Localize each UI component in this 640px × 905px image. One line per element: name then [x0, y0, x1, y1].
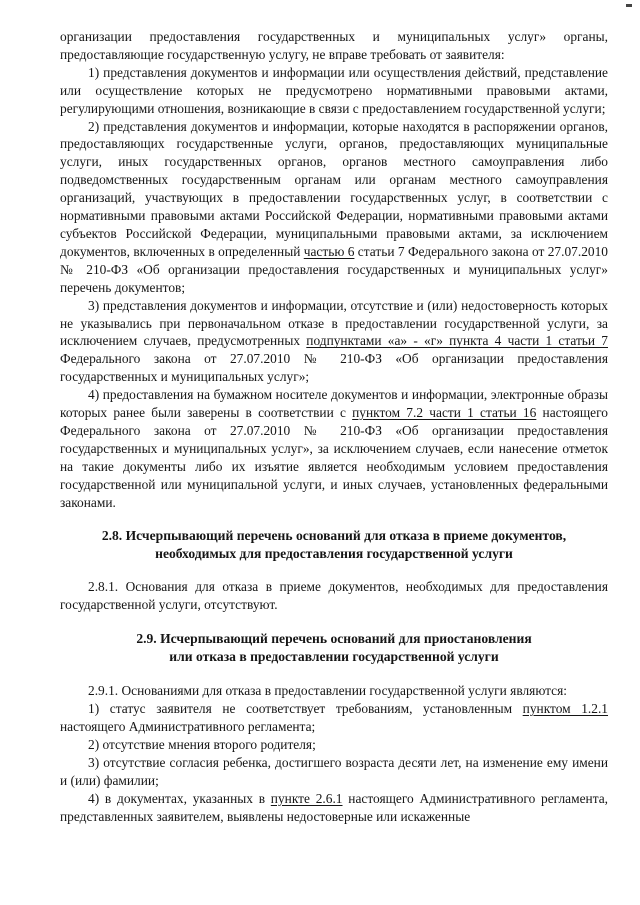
- list-item-2: [60, 118, 608, 297]
- list-item-3-text-b: Федерального закона от 27.07.2010 № 210-ФЗ «Об организации предоставления государственных и муниципальных услуг»;: [60, 351, 608, 385]
- section-heading-2-8: [60, 527, 608, 563]
- list-item-4-text-a: 4) предоставления на бумажном носителе документов и информации, электронные образы которых ранее были заверены в соответствии с: [60, 387, 608, 421]
- scan-mark: [626, 4, 632, 7]
- paragraph-2-9-1: 2.9.1. Основаниями для отказа в предоставлении государственной услуги являются:: [88, 683, 567, 699]
- list-item-3: [60, 297, 608, 387]
- link-paragraph-7-2[interactable]: пунктом 7.2 части 1 статьи 16: [352, 405, 537, 421]
- heading-2-8-line-1: 2.8. Исчерпывающий перечень оснований для отказа в приеме документов,: [101, 528, 567, 544]
- heading-2-8-line-2: необходимых для предоставления государственной услуги: [155, 546, 513, 562]
- list-item-1: 1) представления документов и информации или осуществления действий, представление или осуществление которых не предусмотрено нормативными правовыми актами, регулирующими отношения, возникающие в связи с предоставлением государственной услуги;: [60, 64, 608, 116]
- document-page: [60, 28, 608, 826]
- refusal-item-2: 2) отсутствие мнения второго родителя;: [88, 737, 316, 752]
- list-item-4-text-b: настоящего Федерального закона от 27.07.2010 № 210-ФЗ «Об организации предоставления государственных и муниципальных услуг», за исключением случаев, если нанесение отметок на такие документы либо их изъятие является необходимым условием предоставления государственной или муниципальной услуги, и иных случаев, установленных федеральными законами.: [60, 405, 608, 510]
- list-item-4: [60, 386, 608, 511]
- refusal-item-1-text-a: 1) статус заявителя не соответствует требованиям, установленным: [88, 701, 523, 717]
- link-point-1-2-1[interactable]: пунктом 1.2.1: [522, 701, 609, 717]
- list-item-2-text-a: 2) представления документов и информации, которые находятся в распоряжении органов, предоставляющих государственные услуги, органов, предоставляющих муниципальные услуги, иных государственных органов, органов местного самоуправления либо подведомственных государственным органам или органам местного самоуправления организаций, участвующих в предоставлении государственных услуг, в соответствии с нормативными правовыми актами Российской Федерации, нормативными правовыми актами субъектов Российской Федерации, муниципальными правовыми актами, за исключением документов, включенных в определенный: [60, 118, 608, 259]
- paragraph-2-8-1: 2.8.1. Основания для отказа в приеме документов, необходимых для предоставления государственной услуги, отсутствуют.: [60, 579, 608, 613]
- link-point-2-6-1[interactable]: пункте 2.6.1: [270, 790, 343, 806]
- refusal-item-4-text-b: настоящего Административного регламента, представленных заявителем, выявлены недостоверные или искаженные: [60, 790, 608, 824]
- refusal-item-4: [60, 790, 608, 826]
- section-heading-2-9: [60, 630, 608, 666]
- refusal-item-4-text-a: 4) в документах, указанных в: [88, 790, 271, 806]
- link-part-6[interactable]: частью 6: [303, 243, 355, 259]
- link-subparagraphs[interactable]: подпунктами «а» - «г» пункта 4 части 1 статьи 7: [306, 333, 608, 349]
- refusal-item-3: 3) отсутствие согласия ребенка, достигшего возраста десяти лет, на изменение ему имени и (или) фамилии;: [60, 754, 608, 788]
- intro-paragraph: организации предоставления государственных и муниципальных услуг» органы, предоставляющие государственную услугу, не вправе требовать от заявителя:: [60, 29, 608, 62]
- refusal-item-1-text-b: настоящего Административного регламента;: [60, 719, 316, 735]
- heading-2-9-line-2: или отказа в предоставлении государственной услуги: [169, 649, 499, 665]
- list-item-3-text-a: 3) представления документов и информации, отсутствие и (или) недостоверность которых не указывались при первоначальном отказе в предоставлении государственной услуги, за исключением случаев, предусмотренных: [60, 297, 608, 349]
- list-item-2-text-b: статьи 7 Федерального закона от 27.07.2010 № 210-ФЗ «Об организации предоставления государственных и муниципальных услуг» перечень документов;: [60, 243, 608, 295]
- heading-2-9-line-1: 2.9. Исчерпывающий перечень оснований для приостановления: [136, 631, 532, 647]
- refusal-item-1: [60, 700, 608, 736]
